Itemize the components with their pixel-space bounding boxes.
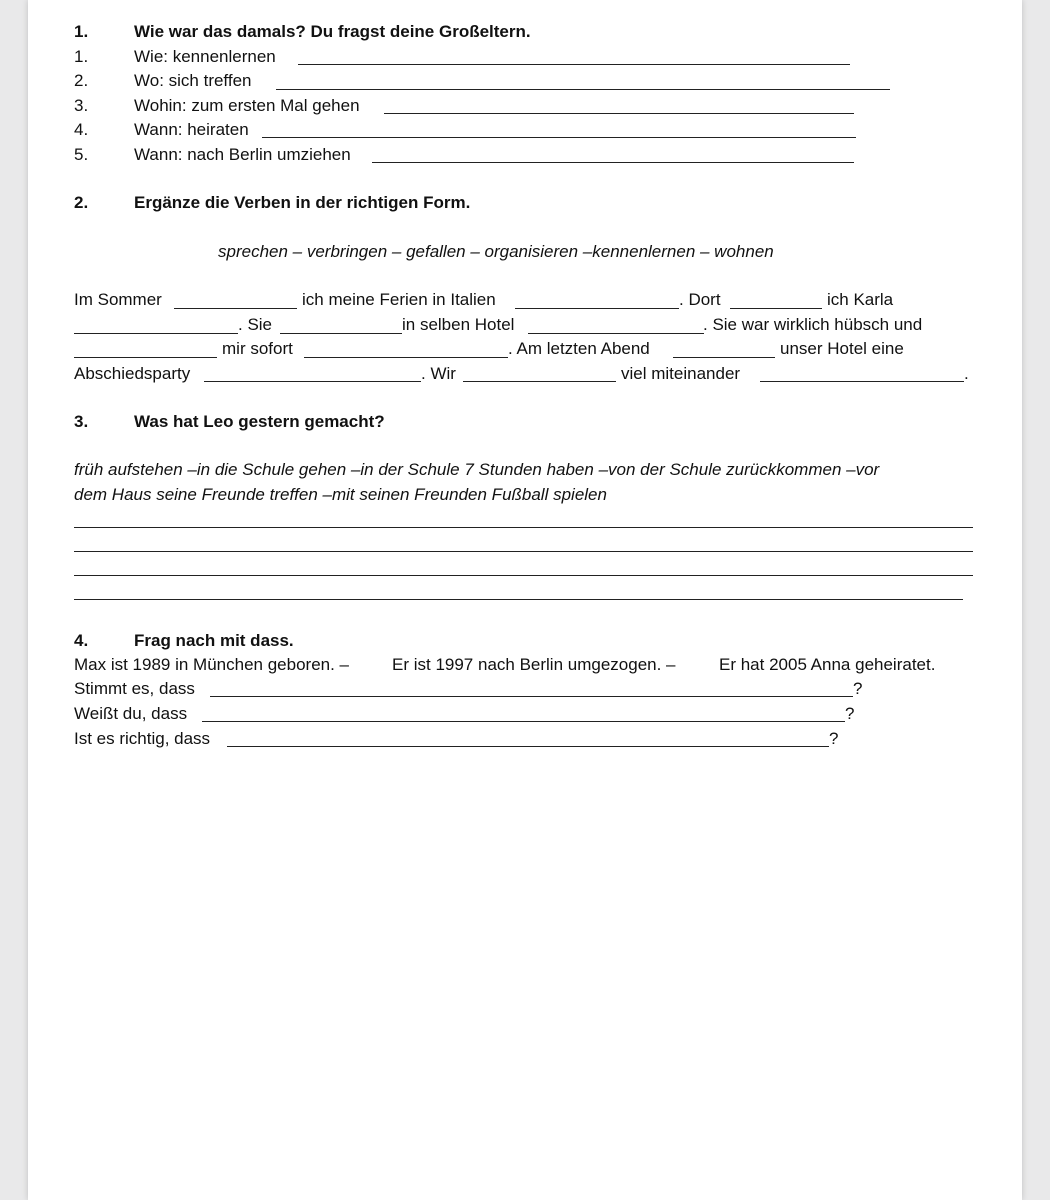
- section3-title: Was hat Leo gestern gemacht?: [134, 412, 385, 431]
- cloze-text: .: [964, 364, 969, 383]
- s1-item-number: 3.: [74, 96, 89, 115]
- s1-item-number: 2.: [74, 71, 89, 90]
- question-blank[interactable]: [210, 696, 853, 697]
- cloze-text: ich meine Ferien in Italien: [302, 290, 496, 309]
- section3-number: 3.: [74, 412, 89, 431]
- cloze-text: Abschiedsparty: [74, 364, 191, 383]
- cloze-blank[interactable]: [74, 333, 238, 334]
- cloze-text: . Dort: [679, 290, 721, 309]
- question-blank[interactable]: [227, 746, 829, 747]
- s1-item-prompt: Wohin: zum ersten Mal gehen: [134, 96, 360, 115]
- s1-item-number: 5.: [74, 145, 89, 164]
- s1-answer-blank[interactable]: [298, 64, 850, 65]
- section1-number: 1.: [74, 22, 89, 41]
- question-prompt: Ist es richtig, dass: [74, 729, 211, 748]
- question-mark: ?: [829, 729, 839, 748]
- question-prompt: Stimmt es, dass: [74, 679, 195, 698]
- cloze-text: mir sofort: [222, 339, 293, 358]
- cloze-text: viel miteinander: [621, 364, 741, 383]
- cloze-blank[interactable]: [204, 381, 421, 382]
- worksheet-page: [28, 0, 1022, 1200]
- cloze-blank[interactable]: [174, 308, 297, 309]
- section2-title: Ergänze die Verben in der richtigen Form.: [134, 193, 471, 212]
- s1-item-prompt: Wie: kennenlernen: [134, 47, 276, 66]
- s1-item-prompt: Wann: nach Berlin umziehen: [134, 145, 351, 164]
- cloze-text: . Sie: [238, 315, 273, 334]
- cloze-text: in selben Hotel: [402, 315, 515, 334]
- cloze-text: . Sie war wirklich hübsch und: [703, 315, 923, 334]
- cloze-blank[interactable]: [528, 333, 704, 334]
- cloze-text: ich Karla: [827, 290, 894, 309]
- s1-answer-blank[interactable]: [384, 113, 854, 114]
- fact-text: Max ist 1989 in München geboren. –: [74, 655, 350, 674]
- cloze-text: . Am letzten Abend: [508, 339, 650, 358]
- fact-text: Er hat 2005 Anna geheiratet.: [719, 655, 936, 674]
- section4-title: Frag nach mit dass.: [134, 631, 294, 650]
- question-blank[interactable]: [202, 721, 845, 722]
- writing-line[interactable]: [74, 599, 963, 600]
- s1-item-prompt: Wo: sich treffen: [134, 71, 252, 90]
- section3-prompt-line: dem Haus seine Freunde treffen –mit seinen Freunden Fußball spielen: [74, 485, 607, 504]
- cloze-text: Im Sommer: [74, 290, 162, 309]
- writing-line[interactable]: [74, 551, 973, 552]
- cloze-blank[interactable]: [463, 381, 616, 382]
- word-bank: sprechen – verbringen – gefallen – organisieren –kennenlernen – wohnen: [218, 242, 774, 261]
- question-mark: ?: [845, 704, 855, 723]
- s1-answer-blank[interactable]: [372, 162, 854, 163]
- section1-title: Wie war das damals? Du fragst deine Großeltern.: [134, 22, 531, 41]
- s1-item-number: 4.: [74, 120, 89, 139]
- s1-answer-blank[interactable]: [262, 137, 856, 138]
- cloze-blank[interactable]: [730, 308, 822, 309]
- cloze-blank[interactable]: [280, 333, 402, 334]
- cloze-text: unser Hotel eine: [780, 339, 904, 358]
- s1-answer-blank[interactable]: [276, 89, 890, 90]
- writing-line[interactable]: [74, 527, 973, 528]
- cloze-blank[interactable]: [304, 357, 508, 358]
- cloze-blank[interactable]: [673, 357, 775, 358]
- question-prompt: Weißt du, dass: [74, 704, 188, 723]
- section2-number: 2.: [74, 193, 89, 212]
- cloze-blank[interactable]: [760, 381, 964, 382]
- section4-number: 4.: [74, 631, 89, 650]
- section3-prompt-line: früh aufstehen –in die Schule gehen –in der Schule 7 Stunden haben –von der Schule zurückkommen –vor: [74, 460, 880, 479]
- writing-line[interactable]: [74, 575, 973, 576]
- question-mark: ?: [853, 679, 863, 698]
- cloze-text: . Wir: [421, 364, 456, 383]
- fact-text: Er ist 1997 nach Berlin umgezogen. –: [392, 655, 676, 674]
- s1-item-prompt: Wann: heiraten: [134, 120, 249, 139]
- s1-item-number: 1.: [74, 47, 89, 66]
- cloze-blank[interactable]: [515, 308, 679, 309]
- cloze-blank[interactable]: [74, 357, 217, 358]
